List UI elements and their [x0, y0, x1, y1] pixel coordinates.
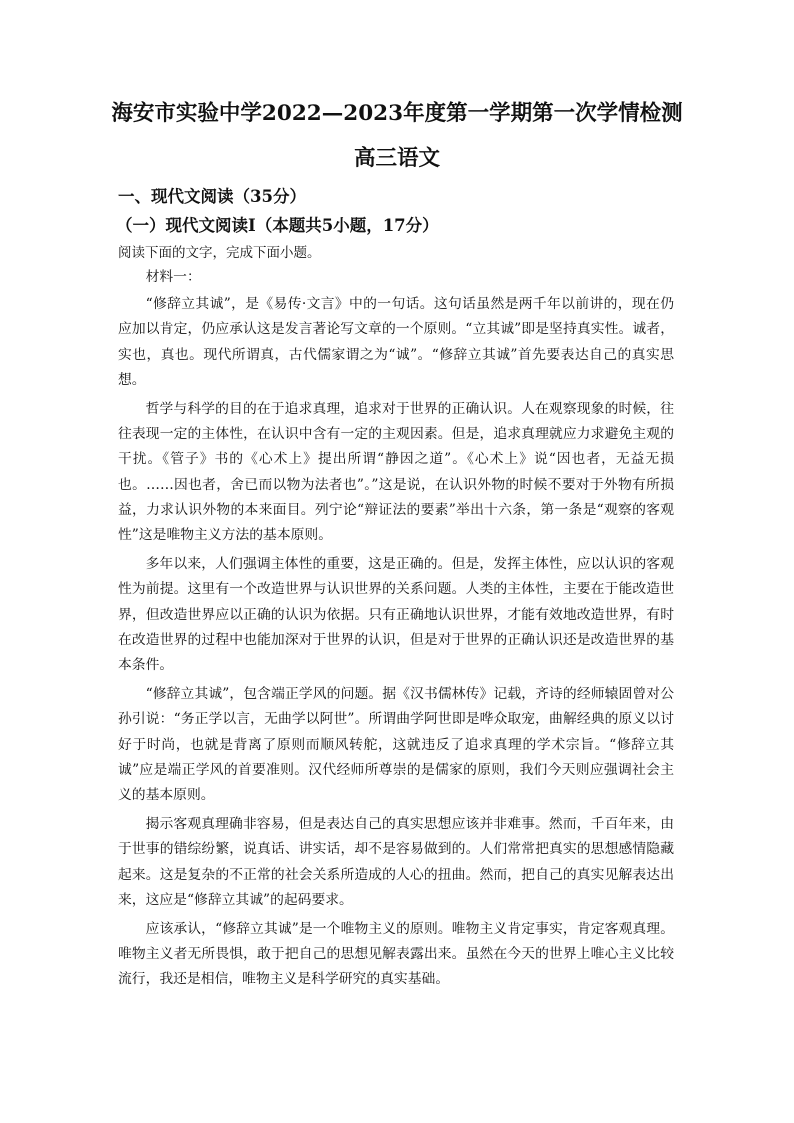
exam-title: 海安市实验中学2022—2023年度第一学期第一次学情检测	[111, 101, 683, 126]
reading-passage	[118, 265, 674, 997]
section-heading: 一、现代文阅读（35分）	[118, 187, 306, 206]
exam-subtitle: 高三语文	[353, 146, 440, 171]
subsection-heading: （一）现代文阅读Ⅰ（本题共5小题，17分）	[116, 216, 439, 235]
paragraph-1: “修辞立其诚”，是《易传·文言》中的一句话。这句话虽然是两千年以前讲的，现在仍应加以肯定，仍应承认这是发言著论写文章的一个原则。“立其诚”即是坚持真实性。诚者，实也，真也。现代所谓真，古代儒家谓之为“诚”。“修辞立其诚”首先要表达自己的真实思想。	[118, 296, 674, 388]
paragraph-4: “修辞立其诚”，包含端正学风的问题。据《汉书儒林传》记载，齐诗的经师辕固曾对公孙引说：“务正学以言，无曲学以阿世”。所谓曲学阿世即是哗众取宠，曲解经典的原义以讨好于时尚，也就是背离了原则而顺风转舵，这就违反了追求真理的学术宗旨。“修辞立其诚”应是端正学风的首要准则。汉代经师所尊崇的是儒家的原则，我们今天则应强调社会主义的基本原则。	[118, 686, 674, 804]
paragraph-2: 哲学与科学的目的在于追求真理，追求对于世界的正确认识。人在观察现象的时候，往往表现一定的主体性，在认识中含有一定的主观因素。但是，追求真理就应力求避免主观的干扰。《管子》书的《心术上》提出所谓“静因之道”。《心术上》说“因也者，无益无损也。……因也者，舍已而以物为法者也”。”这是说，在认识外物的时候不要对于外物有所损益，力求认识外物的本来面目。列宁论“辩证法的要素”举出十六条，第一条是“观察的客观性”这是唯物主义方法的基本原则。	[118, 401, 674, 544]
paragraph-6: 应该承认，“修辞立其诚”是一个唯物主义的原则。唯物主义肯定事实，肯定客观真理。唯物主义者无所畏惧，敢于把自己的思想见解表露出来。虽然在今天的世界上唯心主义比较流行，我还是相信，唯物主义是科学研究的真实基础。	[118, 921, 674, 988]
paragraph-5: 揭示客观真理确非容易，但是表达自己的真实思想应该并非难事。然而，千百年来，由于世事的错综纷繁，说真话、讲实话，却不是容易做到的。人们常常把真实的思想感情隐藏起来。这是复杂的不正常的社会关系所造成的人心的扭曲。然而，把自己的真实见解表达出来，这应是“修辞立其诚”的起码要求。	[118, 816, 674, 908]
material-label: 材料一：	[145, 269, 201, 285]
paragraph-3: 多年以来，人们强调主体性的重要，这是正确的。但是，发挥主体性，应以认识的客观性为前提。这里有一个改造世界与认识世界的关系问题。人类的主体性，主要在于能改造世界，但改造世界应以正确的认识为依据。只有正确地认识世界，才能有效地改造世界，有时在改造世界的过程中也能加深对于世界的认识，但是对于世界的正确认识还是改造世界的基本条件。	[118, 556, 674, 674]
instruction-text: 阅读下面的文字，完成下面小题。	[118, 245, 321, 261]
